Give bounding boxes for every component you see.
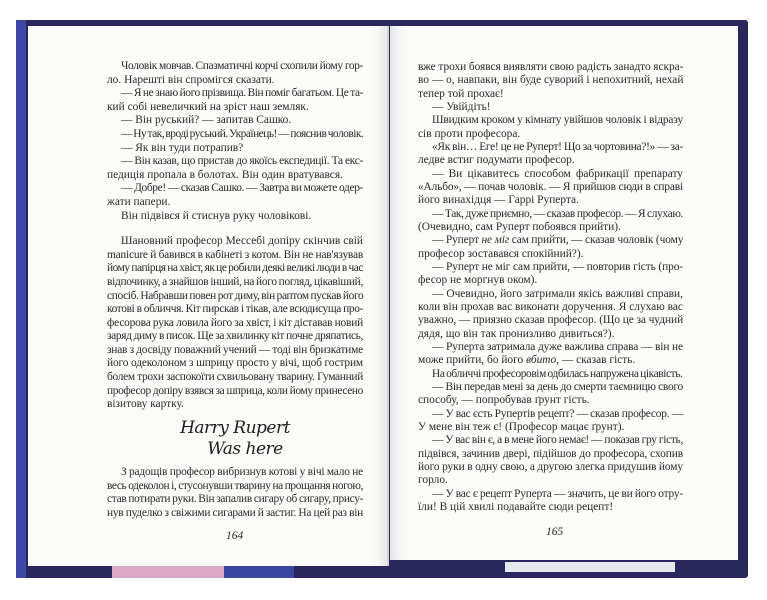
text-segment: , — сказав гість. xyxy=(556,354,636,367)
text-line: Швидким кроком у кімнату увійшов чоловік і відразу xyxy=(432,114,683,127)
italic-text: вбито xyxy=(526,354,557,367)
italic-text: не міг xyxy=(481,234,510,247)
text-segment: сам прийти, — сказав чоловік (чому xyxy=(509,234,684,247)
text-line: — Він казав, що пристав до якоїсь експедиції. Та екс- xyxy=(121,155,363,168)
text-line: йому папірця на хвіст, як це робили деякі великі люди в час xyxy=(107,262,363,275)
paragraph xyxy=(418,408,683,435)
paragraph xyxy=(418,368,683,381)
text-line: його одеколоном з шприцу просто у вічі, щоб гострим xyxy=(107,357,363,370)
signature-line-2: Was here xyxy=(207,439,283,459)
paragraph xyxy=(107,155,363,182)
text-line: тепер той прохає! xyxy=(418,87,504,100)
text-line: способу, — попробував ґрунт гість. xyxy=(418,394,590,407)
text-line: жати папери. xyxy=(107,195,171,208)
text-line: — Руперта затримала дуже важлива справа — він не xyxy=(432,340,683,353)
text-line: — Так, дуже приємно, — сказав професор. — Я слухаю. xyxy=(432,207,683,220)
text-line: manicure й бавився в кабінеті з котом. Він не нав'язував xyxy=(107,248,363,261)
text-line: во — о, навпаки, він буде суворий і непохитний, нехай xyxy=(418,74,684,87)
text-line: ло. Нарешті він спромігся сказати. xyxy=(107,73,275,86)
paragraph xyxy=(418,381,683,408)
text-line: болем трохи заспокоїти схвильовану тварину. Гуманний xyxy=(107,371,363,384)
paragraph xyxy=(107,60,363,87)
book-gutter xyxy=(387,26,389,566)
text-line: — Він руський? — запитав Сашко. xyxy=(121,114,292,127)
text-line: заряд диму в писок. Ще за хвилинку кіт почне дряпатись, xyxy=(107,330,363,343)
text-line: «Альбо», — почав чоловік. — Я прийшов сюди в справі xyxy=(418,180,683,193)
text-line: Шановний професор Мессебі допіру скінчив свій xyxy=(121,235,363,248)
paragraph xyxy=(107,128,363,142)
text-line: кий собі невеличкий на зріст наш земляк. xyxy=(107,100,309,113)
text-line: візитову картку. xyxy=(107,398,184,411)
page-number-left: 164 xyxy=(226,530,244,542)
signature-line-1: Harry Rupert xyxy=(180,418,290,438)
left-page-text xyxy=(107,60,363,412)
text-line: весь одеколон і, стусонувши тварину на прощання ногою, xyxy=(107,479,363,492)
text-line xyxy=(418,234,683,247)
text-line: У мене він теж є! (Професор мацає ґрунт). xyxy=(418,420,625,433)
paragraph xyxy=(107,182,363,209)
text-line: — У вас він є, а в мене його немає! — показав гру гість, xyxy=(432,434,683,447)
text-line: — Ну так, вроді руський. Українець! — пояснив чоловік. xyxy=(121,127,364,140)
text-line: коли він прохав вас виконати доручення. Я слухаю вас xyxy=(418,300,683,313)
text-line: професор допіру взявся за шприца, коли йому принесено xyxy=(107,384,363,397)
paragraph xyxy=(107,142,363,156)
text-segment: — Руперт xyxy=(432,234,482,247)
paragraph xyxy=(418,261,683,288)
text-line: професор зоставався спокійний?). xyxy=(418,247,584,260)
text-line: фесор не моргнув оком). xyxy=(418,274,538,287)
text-line: ледве встиг подумати професор. xyxy=(418,154,575,167)
text-line: спосіб. Набравши повен рот диму, він раптом пускав його xyxy=(107,289,364,302)
paragraph xyxy=(418,488,683,515)
cover-pink-band xyxy=(112,566,224,578)
book-cover-edge xyxy=(16,20,26,578)
paragraph xyxy=(418,288,683,341)
text-line: їли! В цій хвилі подавайте сюди рецепт! xyxy=(418,500,614,513)
text-line: знав з досвіду поважний учений — тоді він бризкатиме xyxy=(107,343,363,356)
page-number-right: 165 xyxy=(546,526,564,538)
paragraph xyxy=(107,466,363,520)
text-line: З радощів професор вибризнув котові у вічі мало не xyxy=(121,466,363,478)
text-line: — Я не знаю його прізвища. Він поміг багатьом. Це та- xyxy=(121,87,363,100)
text-line: — Очевидно, його затримали якісь важливі справи, xyxy=(432,287,683,300)
text-line xyxy=(418,354,683,367)
text-line: Він підвівся й стиснув руку чоловікові. xyxy=(121,209,312,222)
paragraph xyxy=(418,114,683,141)
paragraph xyxy=(418,341,683,368)
paragraph xyxy=(418,208,683,235)
paragraph xyxy=(107,235,363,412)
text-line: — Він передав мені за день до смерти таємницю свого xyxy=(432,380,683,393)
text-line: горло. xyxy=(418,474,448,487)
paragraph xyxy=(107,210,363,224)
text-line: — Руперт не міг сам прийти, — повторив гість (про- xyxy=(432,260,683,273)
text-line: — Ви цікавитесь способом фабрикації препарату xyxy=(432,167,683,180)
text-line: став потирати руки. Він запалив сигару об сигару, прису- xyxy=(107,493,364,506)
text-line: його винахідця — Гаррі Руперта. xyxy=(418,194,579,207)
paragraph xyxy=(418,234,683,261)
text-line: — У вас єсть Рупертів рецепт? — сказав професор. — xyxy=(432,407,683,420)
text-line: Чоловік мовчав. Спазматичні корчі схопили йому гор- xyxy=(121,60,363,72)
right-page-text xyxy=(418,61,683,514)
text-segment: може прийти, бо його xyxy=(418,354,527,367)
text-line: котові в обличчя. Кіт пирскав і тікав, але всюдисуща про- xyxy=(107,303,363,316)
paragraph xyxy=(107,114,363,128)
paragraph xyxy=(418,434,683,487)
text-line: підвівся, зачинив двері, підійшов до професора, схопив xyxy=(418,447,683,460)
text-line: уважно, — приязно сказав професор. (Що це за чудний xyxy=(418,314,684,327)
paragraph xyxy=(107,87,363,114)
paragraph xyxy=(418,101,683,114)
text-line: «Як він… Еге! це не Руперт! Що за чортовина?!» — за- xyxy=(432,140,683,153)
text-line: нув пуделко з свіжими сигарами й застиг. На цей раз він xyxy=(107,506,363,519)
text-line: вже трохи боявся виявляти свою радість занадто яскра- xyxy=(418,61,684,73)
text-line: На обличчі професоровім одбилась напружена цікавість. xyxy=(432,367,683,380)
text-line: його руки в одну свою, а другою злегка придушив йому xyxy=(418,460,683,473)
text-line: — Увійдіть! xyxy=(432,100,491,113)
text-line: дядя, що він так пронизливо дивиться?). xyxy=(418,327,615,340)
paragraph xyxy=(418,141,683,168)
paragraph xyxy=(418,168,683,208)
text-line: (Очевидно, сам Руперт побоявся прийти). xyxy=(418,220,621,233)
text-line: відпочинку, а знайшов інший, на його погляд, цікавіший, xyxy=(107,275,363,288)
text-line: — Як він туди потрапив? xyxy=(121,141,244,154)
left-page-text-bottom xyxy=(107,466,363,520)
text-line: фесорова рука ловила його за хвіст, і кіт діставав новий xyxy=(107,316,363,329)
cover-blue-band xyxy=(224,566,294,578)
paragraph xyxy=(418,61,683,101)
text-line: — У вас є рецепт Руперта — значить, це ви його отру- xyxy=(432,487,683,500)
cover-light-band xyxy=(505,562,675,572)
text-line: сів проти професора. xyxy=(418,127,521,140)
signature-image xyxy=(107,418,363,460)
text-line: — Добре! — сказав Сашко. — Завтра ви можете одер- xyxy=(121,182,363,195)
text-line: педиція пропала в болотах. Він один вратувався. xyxy=(107,168,343,181)
